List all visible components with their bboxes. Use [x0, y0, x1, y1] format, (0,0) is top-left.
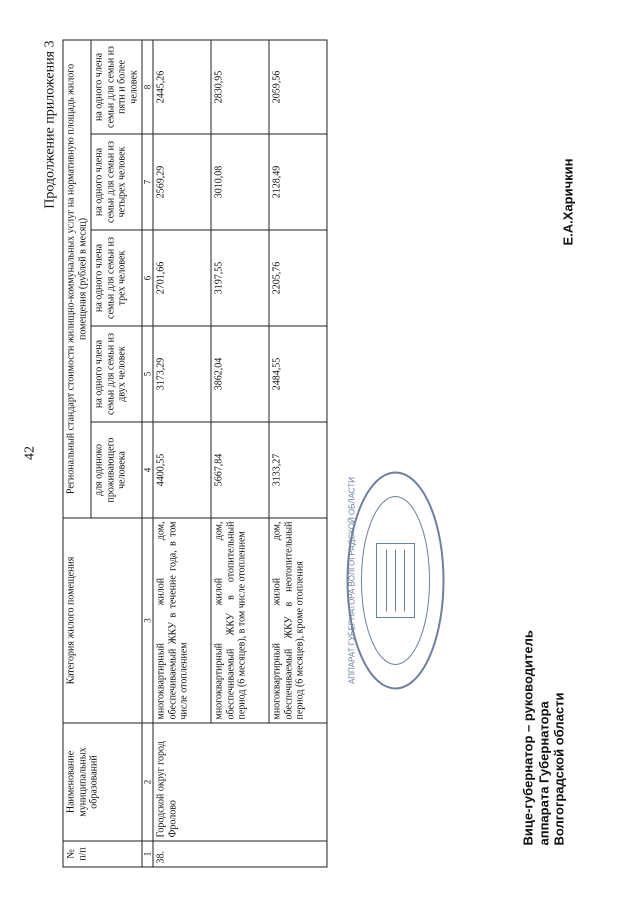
table-row	[153, 39, 211, 866]
row-number: 38.	[153, 841, 327, 867]
header-municipality: Наименование муниципальных образований	[63, 723, 142, 841]
value-cell: 3133,27	[269, 422, 327, 518]
column-number: 3	[142, 518, 153, 723]
subheader-1: для одиноко проживающего человека	[91, 422, 142, 518]
value-cell: 2701,66	[153, 230, 211, 326]
continuation-caption: Продолжение приложения 3	[42, 40, 57, 209]
category-cell: многоквартирный жилой дом, обеспечиваемый ЖКУ в течение года, в том числе отоплением	[153, 518, 211, 723]
value-cell: 3862,04	[211, 326, 269, 422]
header-row-1	[63, 39, 91, 866]
header-group: Региональный стандарт стоимости жилищно-коммунальных услуг на нормативную площадь жилого помещения (рублей в месяц)	[63, 39, 91, 517]
value-cell: 2059,56	[269, 39, 327, 133]
signatory-name: Е.А.Харичкин	[560, 157, 575, 245]
column-number: 5	[142, 326, 153, 422]
column-number: 7	[142, 134, 153, 230]
header-category: Категория жилого помещения	[63, 518, 142, 723]
signature-block	[520, 630, 567, 845]
official-stamp	[340, 465, 450, 695]
value-cell: 3197,55	[211, 230, 269, 326]
value-cell: 4400,55	[153, 422, 211, 518]
column-number: 6	[142, 230, 153, 326]
value-cell: 3173,29	[153, 326, 211, 422]
value-cell: 5667,84	[211, 422, 269, 518]
page-number: 42	[22, 445, 37, 460]
column-number: 4	[142, 422, 153, 518]
municipality-name: Городской округ город Фролово	[153, 723, 327, 841]
value-cell: 2445,26	[153, 39, 211, 133]
value-cell: 2484,55	[269, 326, 327, 422]
value-cell: 2830,95	[211, 39, 269, 133]
category-cell: многоквартирный жилой дом, обеспечиваемый ЖКУ в отопительный период (6 месяцев), в том числе отоплением	[211, 518, 269, 723]
value-cell: 2569,29	[153, 134, 211, 230]
stamp-text: АППАРАТ ГУБЕРНАТОРА ВОЛГОГРАДСКОЙ ОБЛАСТИ	[347, 476, 356, 684]
signature-title-line: Волгоградской области	[551, 692, 567, 845]
value-cell: 3010,08	[211, 134, 269, 230]
subheader-3: на одного члена семьи для семьи из трех человек	[91, 230, 142, 326]
value-cell: 2128,49	[269, 134, 327, 230]
subheader-5: на одного члена семьи для семьи из пяти и более человек	[91, 39, 142, 133]
column-number: 8	[142, 39, 153, 133]
subheader-4: на одного члена семьи для семьи из четырех человек	[91, 134, 142, 230]
signature-title-line: аппарата Губернатора	[535, 700, 551, 845]
column-number: 1	[142, 841, 153, 867]
signature-title-line: Вице-губернатор – руководитель	[520, 629, 535, 845]
column-number: 2	[142, 723, 153, 841]
category-cell: многоквартирный жилой дом, обеспечиваемый ЖКУ в неотопительный период (6 месяцев), кроме отопления	[269, 518, 327, 723]
column-number-row	[142, 39, 153, 866]
standards-table	[62, 39, 327, 867]
subheader-2: на одного члена семьи для семьи из двух человек	[91, 326, 142, 422]
value-cell: 2205,76	[269, 230, 327, 326]
header-num: № п/п	[63, 841, 142, 867]
